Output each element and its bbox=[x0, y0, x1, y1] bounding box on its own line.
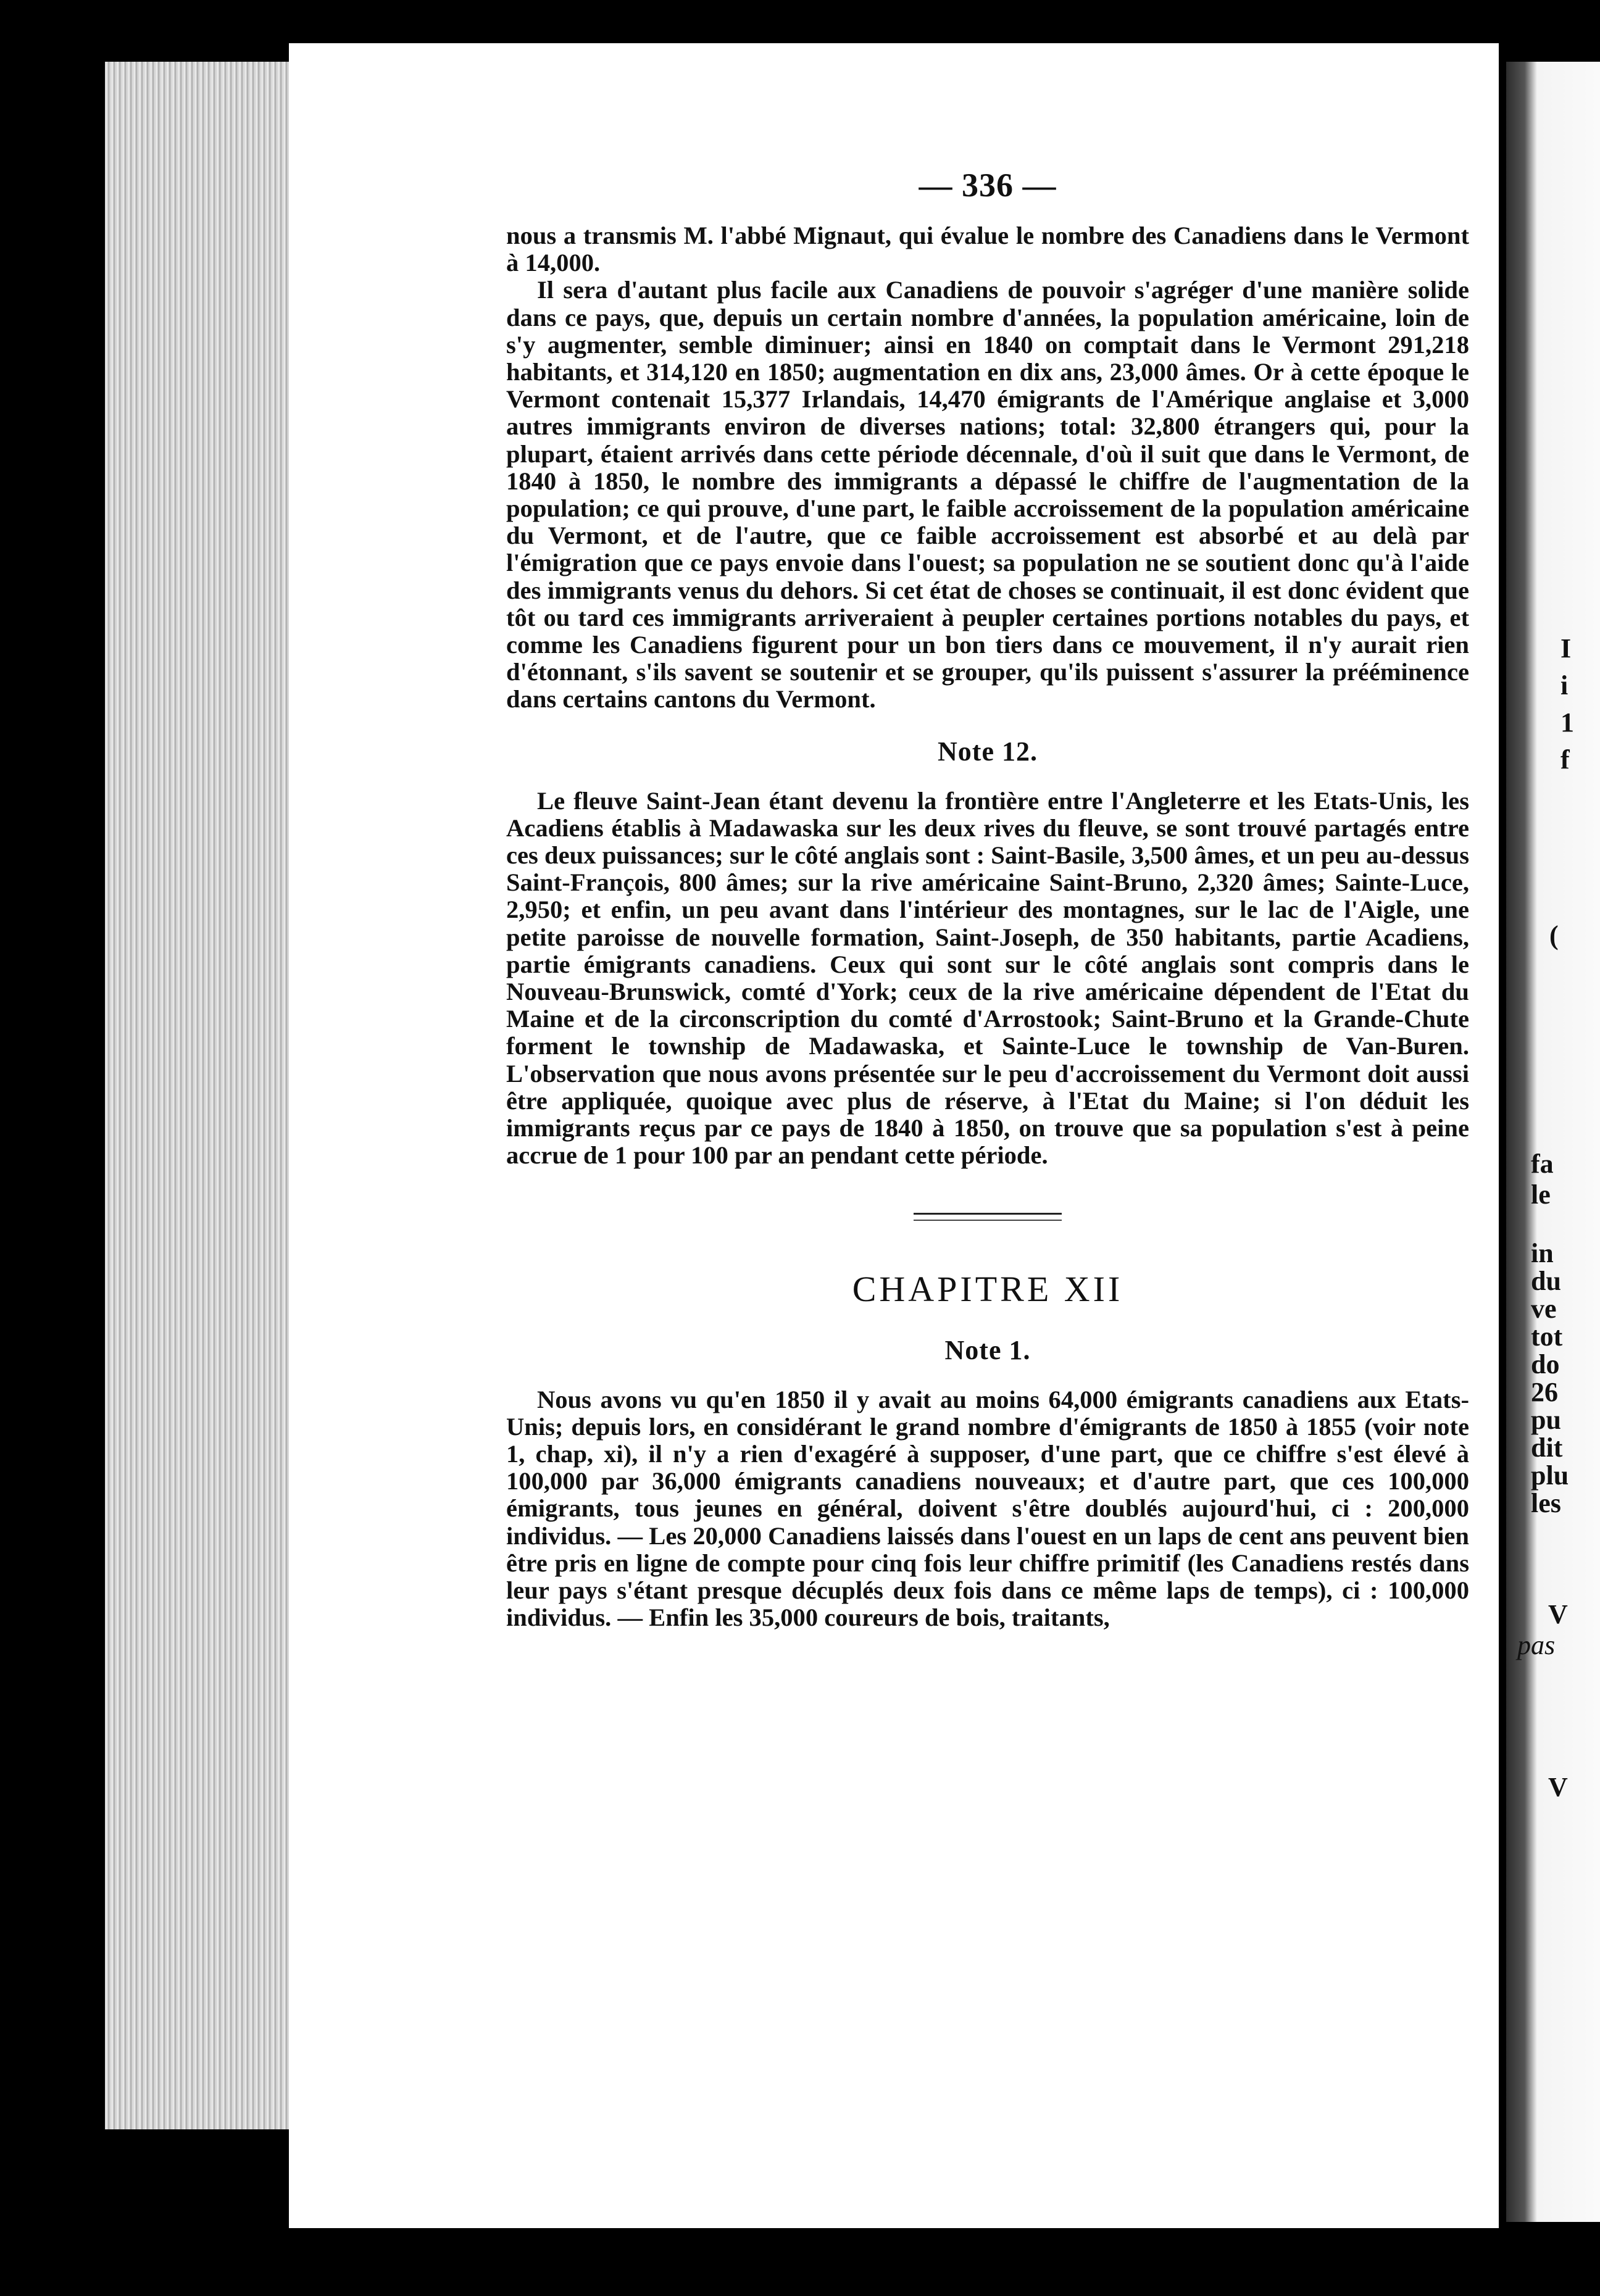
adjacent-page-fragment: pu bbox=[1531, 1405, 1561, 1435]
page-number: — 336 — bbox=[919, 167, 1057, 204]
adjacent-page-fragment: tot bbox=[1531, 1321, 1563, 1352]
chapter-note-1-heading: Note 1. bbox=[944, 1334, 1031, 1365]
note-12-text: Le fleuve Saint-Jean étant devenu la frontière entre l'Angleterre et les Etats-Unis, les Acadiens établis à Madawaska sur les deux rives du fleuve, se sont trouvé partagés entre ces deux puissances; sur le côté anglais sont : Saint-Basile, 3,500 âmes, et un peu au-dessus Saint-François, 800 âmes; sur la rive américaine Saint-Bruno, 2,320 âmes; Sainte-Luce, 2,950; et enfin, un peu avant dans l'intérieur des montagnes, sur le lac de l'Aigle, une petite paroisse de nouvelle formation, Saint-Joseph, de 350 habitants, partie Acadiens, partie émigrants canadiens. Ceux qui sont sur le côté anglais sont compris dans le Nouveau-Brunswick, comté d'York; ceux de la rive américaine dépendent de l'Etat du Maine et de la circonscription du comté d'Arrostook; Saint-Bruno et la Grande-Chute forment le township de Madawaska, et Sainte-Luce le township de Van-Buren. L'observation que nous avons présentée sur le peu d'accroissement du Vermont doit aussi être appliquée, quoique avec plus de réserve, à l'Etat du Maine; si l'on déduit les immigrants reçus par ce pays de 1840 à 1850, on trouve que sa population s'est à peine accrue de 1 pour 100 par an pendant cette période. bbox=[506, 786, 1469, 1170]
adjacent-page-fragment: fa bbox=[1531, 1149, 1554, 1179]
adjacent-page-fragment: in bbox=[1531, 1238, 1554, 1268]
adjacent-page-fragment: les bbox=[1531, 1488, 1561, 1518]
adjacent-page-fragment: plu bbox=[1531, 1460, 1569, 1491]
adjacent-page-fragment: du bbox=[1531, 1266, 1561, 1296]
adjacent-page-fragment: 1 bbox=[1560, 707, 1574, 738]
chapter-note-1-text: Nous avons vu qu'en 1850 il y avait au moins 64,000 émigrants canadiens aux Etats-Unis; depuis lors, en considérant le grand nombre d'émigrants de 1850 à 1855 (voir note 1, chap, xi), il n'y a rien d'exagéré à supposer, d'une part, que ce chiffre s'est élevé à 100,000 par 36,000 émigrants canadiens nouveaux; et d'autre part, que ces 100,000 émigrants, tous jeunes en général, doivent s'être doublés aujourd'hui, ci : 200,000 individus. — Les 20,000 Canadiens laissés dans l'ouest en un laps de cent ans peuvent bien être pris en ligne de compte pour cinq fois leur chiffre primitif (les Canadiens restés dans leur pays s'étant presque décuplés deux fois dans ce même laps de temps), ci : 100,000 individus. — Enfin les 35,000 coureurs de bois, traitants, bbox=[506, 1385, 1469, 1632]
adjacent-page-fragment: I bbox=[1560, 633, 1572, 663]
adjacent-page-fragment: le bbox=[1531, 1179, 1551, 1210]
adjacent-page-fragment: pas bbox=[1517, 1630, 1556, 1660]
paragraph-vermont: Il sera d'autant plus facile aux Canadiens de pouvoir s'agréger d'une manière solide dans ce pays, que, depuis un certain nombre d'années, la population américaine, loin de s'y augmenter, semble diminuer; ainsi en 1840 on comptait dans le Vermont 291,218 habitants, et 314,120 en 1850; augmentation en dix ans, 23,000 âmes. Or à cette époque le Vermont contenait 15,377 Irlandais, 14,470 émigrants de l'Amérique anglaise et 3,000 autres immigrants environ de diverses nations; total: 32,800 étrangers qui, pour la plupart, étaient arrivés dans cette période décennale, d'où il suit que dans le Vermont, de 1840 à 1850, le nombre des immigrants a dépassé le chiffre de l'augmentation de la population; ce qui prouve, d'une part, le faible accroissement de la population américaine du Vermont, et de l'autre, que ce faible accroissement est absorbé et au delà par l'émigration que ce pays envoie dans l'ouest; sa population ne se soutient donc qu'à l'aide des immigrants venus du dehors. Si cet état de choses se continuait, il est donc évident que tôt ou tard ces immigrants arriveraient à peupler certaines portions notables du pays, et comme les Canadiens figurent pour un bon tiers dans ce mouvement, il n'y aurait rien d'étonnant, s'ils savent se soutenir et se grouper, qu'ils puissent s'assurer la prééminence dans certains cantons du Vermont. bbox=[506, 276, 1469, 713]
adjacent-page-fragment: do bbox=[1531, 1349, 1560, 1379]
book-page-edges bbox=[105, 62, 292, 2129]
adjacent-page-fragment: V bbox=[1548, 1599, 1568, 1629]
adjacent-page-fragment: dit bbox=[1531, 1433, 1563, 1463]
adjacent-page-strip bbox=[1506, 62, 1600, 2222]
section-divider bbox=[914, 1213, 1062, 1221]
adjacent-page-fragment: ( bbox=[1549, 920, 1559, 950]
adjacent-page-fragment: f bbox=[1560, 744, 1570, 775]
adjacent-page-fragment: ve bbox=[1531, 1294, 1557, 1324]
adjacent-page-fragment: V bbox=[1548, 1772, 1568, 1802]
adjacent-page-fragment: 26 bbox=[1531, 1377, 1558, 1407]
paragraph-continuation: nous a transmis M. l'abbé Mignaut, qui évalue le nombre des Canadiens dans le Vermont à 14,000. bbox=[506, 222, 1469, 277]
page-text-block bbox=[506, 167, 1469, 1631]
adjacent-page-fragment: i bbox=[1560, 670, 1569, 701]
chapter-title: CHAPITRE XII bbox=[852, 1268, 1123, 1309]
note-12-heading: Note 12. bbox=[938, 736, 1038, 767]
